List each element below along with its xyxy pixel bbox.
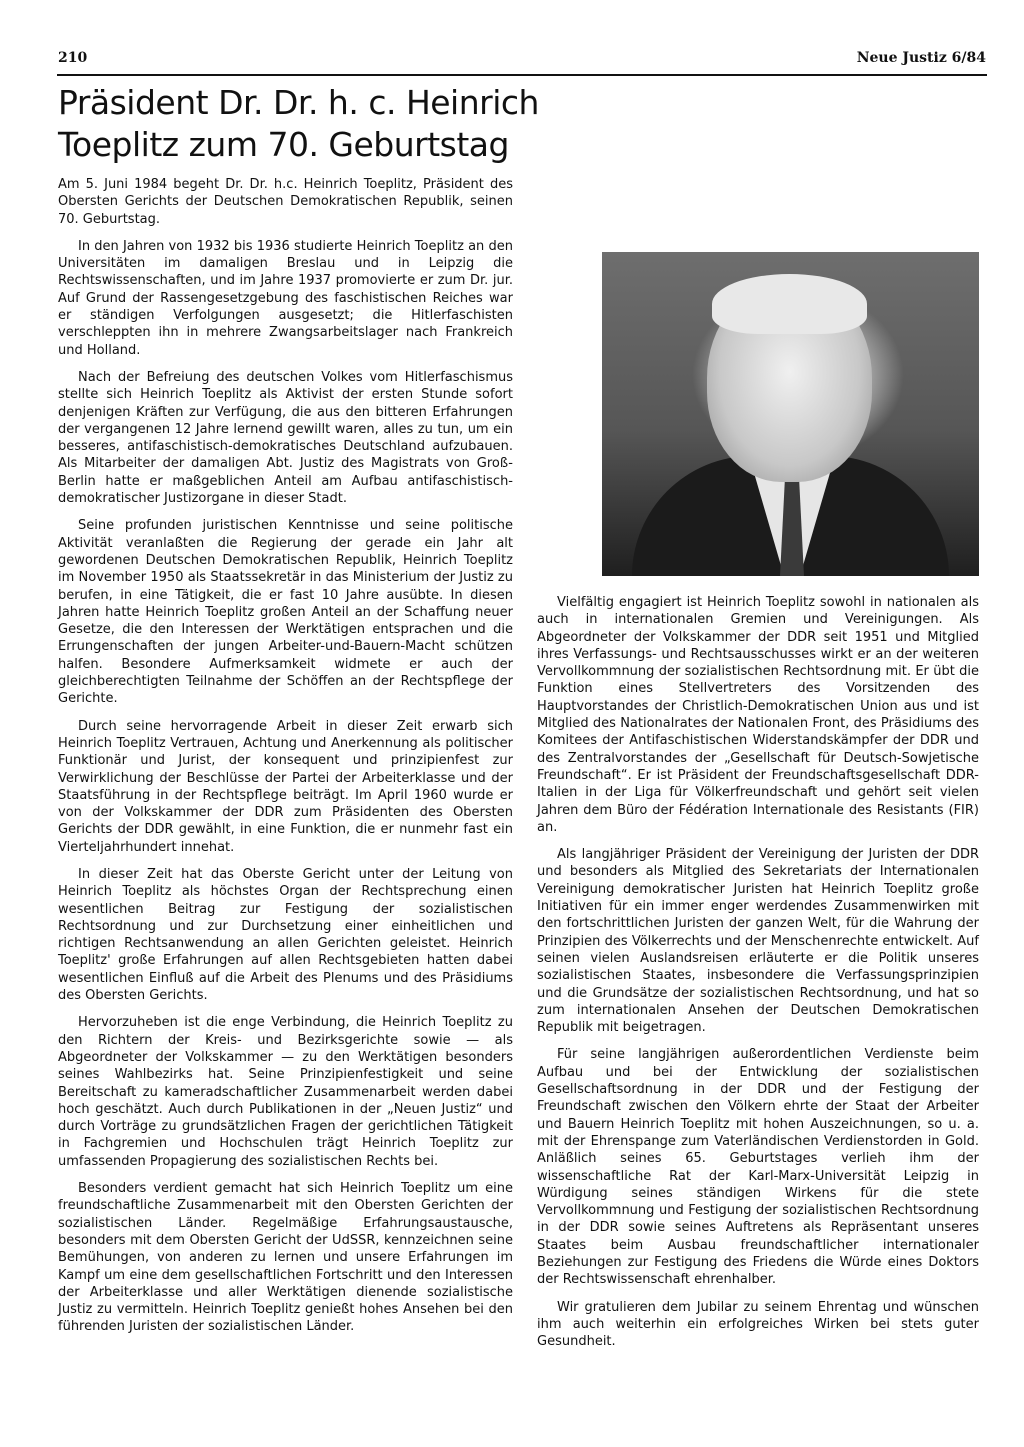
paragraph: Wir gratulieren dem Jubilar zu seinem Ehrentag und wünschen ihm auch weiterhin ein erfolgreiches Wirken bei stets guter Gesundheit. — [537, 1299, 979, 1350]
paragraph: Für seine langjährigen außerordentlichen Verdienste beim Aufbau und bei der Entwicklung der sozialistischen Gesellschaftsordnung in der DDR und der Festigung der Freundschaft zwischen den Völkern ehrte der Staat der Arbeiter und Bauern Heinrich Toeplitz mit hohen Auszeichnungen, so u. a. mit der Ehrenspange zum Vaterländischen Verdienstorden in Gold. Anläßlich seines 65. Geburtstages verlieh ihm der wissenschaftliche Rat der Karl-Marx-Universität Leipzig in Würdigung seines ständigen Wirkens für die stete Vervollkommnung und Festigung der sozialistischen Rechtsordnung in der DDR sowie seines Auftretens als Repräsentant unseres Staates beim Ausbau freundschaftlicher internationaler Beziehungen zur Festigung des Friedens die Würde eines Doktors der Rechtswissenschaft ehrenhalber. — [537, 1047, 979, 1288]
portrait-photo — [602, 252, 979, 576]
paragraph: Seine profunden juristischen Kenntnisse und seine politische Aktivität veranlaßten die Regierung der gerade ein Jahr alt gewordenen Deutschen Demokratischen Republik, Heinrich Toeplitz im November 1950 als Staatssekretär in das Ministerium der Justiz zu berufen, in eine Tätigkeit, die er fast 10 Jahre ausübte. In diesen Jahren hatte Heinrich Toeplitz großen Anteil an der Schaffung neuer Gesetze, die den Interessen der Werktätigen entsprachen und die Errungenschaften der jungen Arbeiter-und-Bauern-Macht schützen halfen. Besondere Aufmerksamkeit widmete er auch der gleichberechtigten Teilnahme der Schöffen an der Rechtspflege der Gerichte. — [58, 518, 513, 707]
paragraph: In dieser Zeit hat das Oberste Gericht unter der Leitung von Heinrich Toeplitz als höchstes Organ der Rechtsprechung einen wesentlichen Beitrag zur Festigung der sozialistischen Rechtsordnung und zur Durchsetzung einer einheitlichen und richtigen Rechtsanwendung an allen Gerichten geleistet. Heinrich Toeplitz' große Erfahrungen auf allen Rechtsgebieten hatten dabei wesentlichen Einfluß auf die Arbeit des Plenums und des Präsidiums des Obersten Gerichts. — [58, 866, 513, 1004]
portrait-hair — [712, 274, 867, 334]
paragraph: Vielfältig engagiert ist Heinrich Toeplitz sowohl in nationalen als auch in internationalen Gremien und Vereinigungen. Als Abgeordneter der Volkskammer der DDR seit 1951 und Mitglied ihres Verfassungs- und Rechtsausschusses wirkt er an der weiteren Vervollkommnung der sozialistischen Rechtsordnung mit. Er übt die Funktion eines Stellvertreters des Vorsitzenden des Hauptvorstandes der Christlich-Demokratischen Union aus und ist Mitglied des Nationalrates der Nationalen Front, des Präsidiums des Komitees der Antifaschistischen Widerstandskämpfer der DDR und des Zentralvorstandes der „Gesellschaft für Deutsch-Sowjetische Freundschaft“. Er ist Präsident der Freundschaftsgesellschaft DDR-Italien in der Liga für Völkerfreundschaft und gehört seit vielen Jahren dem Büro der Fédération Internationale des Resistants (FIR) an. — [537, 595, 979, 835]
left-column — [58, 176, 513, 1346]
page-number: 210 — [58, 50, 88, 66]
paragraph: Hervorzuheben ist die enge Verbindung, die Heinrich Toeplitz zu den Richtern der Kreis- und Bezirksgerichte sowie — als Abgeordneter der Volkskammer — zu den Werktätigen besonders seines Wahlbezirks hat. Seine Prinzipienfestigkeit und seine Bereitschaft zu kameradschaftlicher Zusammenarbeit werden dabei hoch geschätzt. Auch durch Publikationen in der „Neuen Justiz“ und durch Vorträge zu grundsätzlichen Fragen der gerichtlichen Tätigkeit in Fachgremien und Hochschulen trägt Heinrich Toeplitz zur umfassenden Propagierung des sozialistischen Rechts bei. — [58, 1015, 513, 1169]
paragraph: Durch seine hervorragende Arbeit in dieser Zeit erwarb sich Heinrich Toeplitz Vertrauen, Achtung und Anerkennung als politischer Funktionär und Jurist, der konsequent und prinzipienfest zur Verwirklichung der Beschlüsse der Partei der Arbeiterklasse und der Staatsführung in der Rechtspflege beiträgt. Im April 1960 wurde er von der Volkskammer der DDR zum Präsidenten des Obersten Gerichts der DDR gewählt, in eine Funktion, die er nunmehr fast ein Vierteljahrhundert innehat. — [58, 718, 513, 855]
paragraph: Nach der Befreiung des deutschen Volkes vom Hitlerfaschismus stellte sich Heinrich Toeplitz als Aktivist der ersten Stunde sofort denjenigen Kräften zur Verfügung, die aus den bitteren Erfahrungen der vergangenen 12 Jahre lernend gewillt waren, alles zu tun, um ein besseres, antifaschistisch-demokratisches Deutschland aufzubauen. Als Mitarbeiter der damaligen Abt. Justiz des Magistrats von Groß-Berlin hatte er maßgeblichen Anteil am Aufbau antifaschistisch-demokratischer Justizorgane in dieser Stadt. — [58, 369, 513, 507]
paragraph: Am 5. Juni 1984 begeht Dr. Dr. h.c. Heinrich Toeplitz, Präsident des Obersten Gerichts der Deutschen Demokratischen Republik, seinen 70. Geburtstag. — [58, 177, 513, 227]
paragraph: Als langjähriger Präsident der Vereinigung der Juristen der DDR und besonders als Mitglied des Sekretariats der Internationalen Vereinigung demokratischer Juristen hat Heinrich Toeplitz große Initiativen für ein immer enger werdendes Zusammenwirken mit den fortschrittlichen Juristen der ganzen Welt, für die Wahrung der Prinzipien des Völkerrechts und der Menschenrechte entwickelt. Auf seinen vielen Auslandsreisen erläuterte er die Politik unseres sozialistischen Staates, insbesondere die Verfassungsprinzipien und die Grundsätze der sozialistischen Rechtsordnung, und hat so zum internationalen Ansehen der Deutschen Demokratischen Republik mit beigetragen. — [537, 847, 979, 1036]
right-column — [537, 594, 979, 1360]
journal-issue: Neue Justiz 6/84 — [856, 50, 986, 66]
paragraph: In den Jahren von 1932 bis 1936 studierte Heinrich Toeplitz an den Universitäten im damaligen Breslau und in Leipzig die Rechtswissenschaften, und im Jahre 1937 promovierte er zum Dr. jur. Auf Grund der Rassengesetzgebung des faschistischen Reiches war er ständigen Verfolgungen ausgesetzt; die Hitlerfaschisten verschleppten ihn in mehrere Zwangsarbeitslager nach Frankreich und Holland. — [58, 238, 513, 358]
paragraph: Besonders verdient gemacht hat sich Heinrich Toeplitz um eine freundschaftliche Zusammenarbeit mit den Obersten Gerichten der sozialistischen Länder. Regelmäßige Erfahrungsaustausche, besonders mit dem Obersten Gericht der UdSSR, kennzeichnen seine Bemühungen, von anderen zu lernen und unsere Erfahrungen im Kampf um eine dem gesellschaftlichen Fortschritt und den Interessen der Arbeiterklasse und aller Werktätigen dienende sozialistische Justiz zu vermitteln. Heinrich Toeplitz genießt hohes Ansehen bei den führenden Juristen der sozialistischen Länder. — [58, 1181, 513, 1335]
header-rule — [57, 74, 987, 76]
article-title: Präsident Dr. Dr. h. c. Heinrich Toeplitz zum 70. Geburtstag — [58, 83, 539, 164]
